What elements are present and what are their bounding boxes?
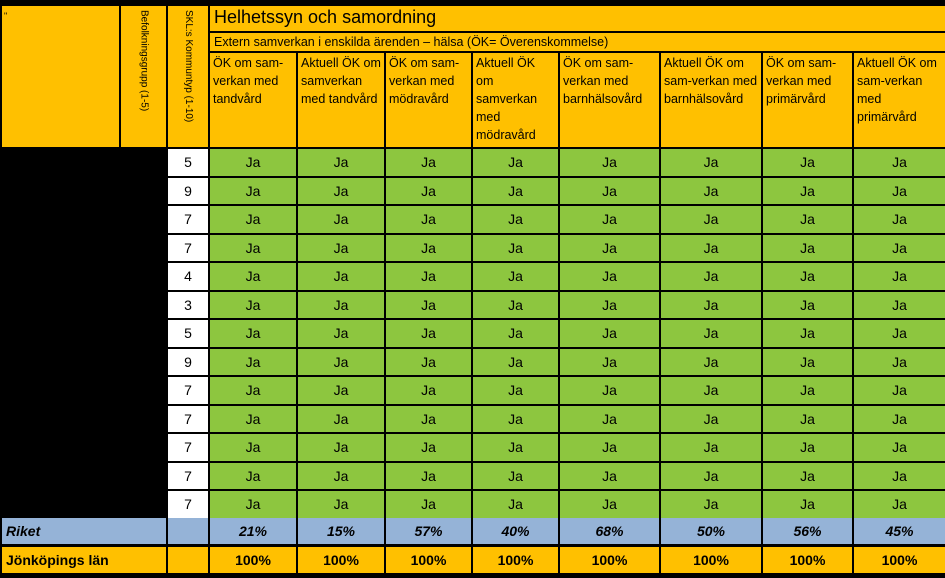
answer-cell [560, 292, 659, 319]
answer-cell [386, 320, 471, 347]
answer-cell [473, 206, 558, 233]
answer-cell-text: Ja [602, 296, 617, 313]
summary-value-cell [210, 547, 296, 573]
kommuntyp-cell-text: 7 [184, 467, 192, 484]
answer-cell-text: Ja [800, 467, 815, 484]
column-header [854, 53, 945, 147]
answer-cell [298, 377, 384, 404]
answer-cell-text: Ja [892, 410, 907, 427]
summary-value-cell [661, 547, 761, 573]
answer-cell-text: Ja [421, 268, 436, 285]
answer-cell-text: Ja [508, 239, 523, 256]
answer-cell [386, 178, 471, 205]
answer-cell [560, 377, 659, 404]
answer-cell-text: Ja [602, 410, 617, 427]
column-header [560, 53, 659, 147]
answer-cell [210, 406, 296, 433]
answer-cell-text: Ja [602, 467, 617, 484]
answer-cell-text: Ja [333, 382, 349, 399]
answer-cell-text: Ja [800, 496, 815, 513]
summary-value-cell [386, 547, 471, 573]
answer-cell [298, 292, 384, 319]
answer-cell-text: Ja [602, 325, 617, 342]
answer-cell [473, 406, 558, 433]
answer-cell [473, 377, 558, 404]
answer-cell-text: Ja [703, 410, 719, 427]
answer-cell-text: Ja [421, 410, 436, 427]
answer-cell-text: Ja [245, 239, 261, 256]
answer-cell-text: Ja [703, 325, 719, 342]
summary-value-cell-text: 40% [501, 523, 530, 539]
answer-cell [298, 463, 384, 490]
answer-cell [854, 491, 945, 518]
summary-label-text: Jönköpings län [6, 552, 109, 568]
summary-value-cell-text: 50% [696, 523, 726, 539]
answer-cell [210, 377, 296, 404]
column-header [473, 53, 558, 147]
answer-cell [560, 149, 659, 176]
answer-cell [298, 206, 384, 233]
answer-cell [560, 178, 659, 205]
answer-cell-text: Ja [602, 382, 617, 399]
summary-value-cell-text: 21% [238, 523, 268, 539]
answer-cell [854, 149, 945, 176]
summary-value-cell [210, 518, 296, 544]
befolkningsgrupp-label: Befolkningsgrupp (1-5) [138, 10, 150, 112]
answer-cell [854, 235, 945, 262]
kommuntyp-header [168, 6, 208, 147]
answer-cell [763, 178, 852, 205]
answer-cell [854, 263, 945, 290]
answer-cell-text: Ja [602, 268, 617, 285]
summary-value-cell [854, 547, 945, 573]
answer-cell [386, 377, 471, 404]
kommuntyp-cell [168, 263, 208, 290]
kommuntyp-cell [168, 292, 208, 319]
answer-cell [210, 263, 296, 290]
answer-cell [560, 434, 659, 461]
answer-cell-text: Ja [703, 154, 719, 171]
answer-cell [560, 349, 659, 376]
answer-cell-text: Ja [602, 439, 617, 456]
answer-cell [854, 349, 945, 376]
answer-cell-text: Ja [421, 154, 436, 171]
answer-cell [763, 491, 852, 518]
summary-value-cell-text: 100% [693, 552, 729, 568]
answer-cell-text: Ja [245, 268, 261, 285]
answer-cell-text: Ja [892, 239, 907, 256]
summary-label-text: Riket [6, 523, 41, 539]
answer-cell [210, 149, 296, 176]
answer-cell-text: Ja [421, 353, 436, 370]
answer-cell-text: Ja [245, 154, 261, 171]
summary-value-cell-text: 100% [591, 552, 628, 568]
answer-cell-text: Ja [333, 239, 349, 256]
answer-cell [298, 434, 384, 461]
answer-cell [854, 320, 945, 347]
summary-value-cell [473, 547, 558, 573]
answer-cell [661, 491, 761, 518]
summary-value-cell-text: 45% [885, 523, 914, 539]
answer-cell-text: Ja [703, 382, 719, 399]
summary-value-cell [560, 547, 659, 573]
column-header-text: ÖK om sam-verkan med barnhälsovård [563, 56, 643, 106]
kommuntyp-cell-text: 7 [184, 496, 192, 513]
summary-value-cell-text: 100% [235, 552, 271, 568]
summary-value-cell [763, 547, 852, 573]
answer-cell-text: Ja [892, 154, 907, 171]
answer-cell-text: Ja [508, 439, 523, 456]
answer-cell-text: Ja [800, 410, 815, 427]
answer-cell-text: Ja [508, 410, 523, 427]
answer-cell-text: Ja [508, 268, 523, 285]
answer-cell-text: Ja [421, 182, 436, 199]
kommuntyp-cell-text: 9 [184, 353, 192, 370]
answer-cell [473, 178, 558, 205]
answer-cell-text: Ja [703, 182, 719, 199]
answer-cell [763, 434, 852, 461]
answer-cell-text: Ja [800, 353, 815, 370]
answer-cell [473, 235, 558, 262]
kommuntyp-cell-text: 7 [184, 211, 192, 228]
answer-cell-text: Ja [800, 154, 815, 171]
answer-cell [386, 206, 471, 233]
answer-cell-text: Ja [800, 182, 815, 199]
answer-cell-text: Ja [703, 211, 719, 228]
section-title-text: Helhetssyn och samordning [214, 7, 437, 27]
answer-cell-text: Ja [245, 382, 261, 399]
column-header-text: ÖK om sam-verkan med primärvård [766, 56, 837, 106]
answer-cell-text: Ja [800, 239, 815, 256]
answer-cell-text: Ja [508, 296, 523, 313]
answer-cell-text: Ja [602, 496, 617, 513]
answer-cell-text: Ja [703, 239, 719, 256]
kommuntyp-cell [168, 406, 208, 433]
answer-cell [560, 491, 659, 518]
summary-empty-cell [168, 518, 208, 544]
answer-cell-text: Ja [800, 439, 815, 456]
answer-cell [210, 235, 296, 262]
answer-cell [661, 263, 761, 290]
answer-cell-text: Ja [508, 211, 523, 228]
answer-cell [661, 406, 761, 433]
answer-cell [473, 349, 558, 376]
answer-cell [298, 491, 384, 518]
answer-cell [298, 178, 384, 205]
summary-value-cell-text: 15% [326, 523, 356, 539]
answer-cell-text: Ja [421, 325, 436, 342]
answer-cell [560, 463, 659, 490]
summary-value-cell-text: 100% [497, 552, 534, 568]
answer-cell [210, 206, 296, 233]
answer-cell [763, 320, 852, 347]
summary-value-cell [854, 518, 945, 544]
answer-cell [473, 434, 558, 461]
answer-cell-text: Ja [333, 182, 349, 199]
answer-cell-text: Ja [703, 353, 719, 370]
answer-cell-text: Ja [602, 182, 617, 199]
answer-cell [386, 463, 471, 490]
answer-cell-text: Ja [892, 439, 907, 456]
answer-cell-text: Ja [245, 325, 261, 342]
answer-cell-text: Ja [421, 496, 436, 513]
answer-cell [763, 406, 852, 433]
answer-cell [473, 463, 558, 490]
answer-cell [763, 349, 852, 376]
answer-cell-text: Ja [800, 268, 815, 285]
summary-value-cell-text: 100% [410, 552, 447, 568]
summary-value-cell [560, 518, 659, 544]
answer-cell [661, 292, 761, 319]
answer-cell [210, 292, 296, 319]
answer-cell-text: Ja [703, 439, 719, 456]
answer-cell-text: Ja [508, 182, 523, 199]
answer-cell-text: Ja [245, 296, 261, 313]
answer-cell-text: Ja [245, 410, 261, 427]
answer-cell-text: Ja [703, 467, 719, 484]
kommuntyp-cell [168, 235, 208, 262]
answer-cell-text: Ja [703, 268, 719, 285]
answer-cell-text: Ja [421, 296, 436, 313]
answer-cell [560, 406, 659, 433]
answer-cell-text: Ja [421, 211, 436, 228]
column-header-text: Aktuell ÖK om sam-verkan med primärvård [857, 56, 937, 124]
answer-cell [210, 434, 296, 461]
answer-cell [661, 206, 761, 233]
answer-cell [473, 292, 558, 319]
answer-cell [210, 349, 296, 376]
answer-cell [661, 434, 761, 461]
column-header [661, 53, 761, 147]
answer-cell [763, 463, 852, 490]
summary-label [2, 547, 166, 573]
section-title [210, 6, 945, 31]
answer-cell-text: Ja [333, 296, 349, 313]
answer-cell [473, 149, 558, 176]
answer-cell [661, 463, 761, 490]
answer-cell [386, 149, 471, 176]
answer-cell [386, 263, 471, 290]
answer-cell [560, 263, 659, 290]
kommuntyp-cell [168, 491, 208, 518]
answer-cell-text: Ja [703, 296, 719, 313]
answer-cell-text: Ja [421, 382, 436, 399]
answer-cell-text: Ja [508, 325, 523, 342]
kommuntyp-cell [168, 178, 208, 205]
answer-cell [854, 463, 945, 490]
answer-cell-text: Ja [245, 182, 261, 199]
summary-value-cell [298, 518, 384, 544]
answer-cell-text: Ja [421, 439, 436, 456]
summary-value-cell [386, 518, 471, 544]
answer-cell-text: Ja [892, 182, 907, 199]
section-subtitle [210, 33, 945, 51]
answer-cell [661, 178, 761, 205]
kommuntyp-cell-text: 7 [184, 439, 192, 456]
answer-cell-text: Ja [892, 382, 907, 399]
column-header-text: ÖK om sam-verkan med mödravård [389, 56, 460, 106]
summary-value-cell-text: 100% [789, 552, 826, 568]
summary-value-cell [473, 518, 558, 544]
answer-cell [210, 178, 296, 205]
answer-cell [210, 491, 296, 518]
answer-cell-text: Ja [508, 496, 523, 513]
answer-cell [560, 320, 659, 347]
answer-cell-text: Ja [333, 467, 349, 484]
answer-cell [661, 149, 761, 176]
summary-value-cell-text: 100% [881, 552, 918, 568]
answer-cell [210, 320, 296, 347]
corner-cell [2, 6, 119, 147]
kommuntyp-cell-text: 7 [184, 382, 192, 399]
answer-cell-text: Ja [508, 467, 523, 484]
answer-cell-text: Ja [508, 353, 523, 370]
answer-cell-text: Ja [333, 325, 349, 342]
answer-cell-text: Ja [602, 211, 617, 228]
answer-cell-text: Ja [333, 439, 349, 456]
summary-label [2, 518, 166, 544]
answer-cell [763, 292, 852, 319]
column-header [210, 53, 296, 147]
answer-cell [763, 235, 852, 262]
column-header-text: Aktuell ÖK om samverkan med mödravård [476, 56, 538, 142]
answer-cell-text: Ja [892, 353, 907, 370]
answer-cell-text: Ja [245, 496, 261, 513]
kommuntyp-cell-text: 5 [184, 325, 192, 342]
answer-cell-text: Ja [245, 211, 261, 228]
kommuntyp-cell-text: 3 [184, 296, 192, 313]
answer-cell [386, 235, 471, 262]
answer-cell [854, 406, 945, 433]
answer-cell-text: Ja [333, 211, 349, 228]
answer-cell [298, 263, 384, 290]
answer-cell-text: Ja [333, 496, 349, 513]
answer-cell-text: Ja [892, 467, 907, 484]
kommuntyp-cell [168, 149, 208, 176]
summary-value-cell [298, 547, 384, 573]
answer-cell-text: Ja [602, 239, 617, 256]
column-header-text: Aktuell ÖK om sam-verkan med barnhälsovård [664, 56, 758, 106]
kommuntyp-cell [168, 206, 208, 233]
column-header-text: Aktuell ÖK om samverkan med tandvård [301, 56, 381, 106]
answer-cell [473, 263, 558, 290]
summary-value-cell [763, 518, 852, 544]
answer-cell [763, 149, 852, 176]
answer-cell [386, 406, 471, 433]
answer-cell [763, 263, 852, 290]
answer-cell [473, 491, 558, 518]
answer-cell-text: Ja [703, 496, 719, 513]
answer-cell [210, 463, 296, 490]
answer-cell-text: Ja [333, 410, 349, 427]
answer-cell-text: Ja [245, 439, 261, 456]
answer-cell-text: Ja [892, 211, 907, 228]
answer-cell [763, 377, 852, 404]
answer-cell [298, 149, 384, 176]
municipality-name-column [2, 149, 166, 516]
answer-cell [298, 235, 384, 262]
answer-cell-text: Ja [800, 296, 815, 313]
answer-cell-text: Ja [508, 154, 523, 171]
answer-cell [763, 206, 852, 233]
answer-cell-text: Ja [508, 382, 523, 399]
summary-value-cell-text: 100% [323, 552, 359, 568]
answer-cell-text: Ja [421, 467, 436, 484]
kommuntyp-cell-text: 9 [184, 182, 192, 199]
answer-cell-text: Ja [421, 239, 436, 256]
kommuntyp-cell [168, 320, 208, 347]
answer-cell-text: Ja [602, 353, 617, 370]
kommuntyp-cell-text: 5 [184, 154, 192, 171]
answer-cell [386, 292, 471, 319]
answer-cell [386, 491, 471, 518]
answer-cell [854, 292, 945, 319]
column-header [298, 53, 384, 147]
answer-cell [854, 178, 945, 205]
answer-cell-text: Ja [333, 268, 349, 285]
kommuntyp-cell-text: 4 [184, 268, 192, 285]
answer-cell-text: Ja [333, 154, 349, 171]
corner-mark: " [4, 11, 8, 21]
answer-cell [298, 349, 384, 376]
answer-cell [298, 320, 384, 347]
answer-cell-text: Ja [800, 211, 815, 228]
answer-cell [560, 206, 659, 233]
kommuntyp-cell-text: 7 [184, 239, 192, 256]
answer-cell-text: Ja [602, 154, 617, 171]
answer-cell-text: Ja [245, 467, 261, 484]
answer-cell [854, 434, 945, 461]
summary-value-cell [661, 518, 761, 544]
answer-cell [854, 377, 945, 404]
column-header [763, 53, 852, 147]
answer-cell-text: Ja [892, 496, 907, 513]
column-header-text: ÖK om sam-verkan med tandvård [213, 56, 284, 106]
answer-cell [560, 235, 659, 262]
answer-cell-text: Ja [800, 325, 815, 342]
column-header [386, 53, 471, 147]
answer-cell [473, 320, 558, 347]
kommuntyp-cell-text: 7 [184, 410, 192, 427]
answer-cell-text: Ja [892, 268, 907, 285]
answer-cell-text: Ja [333, 353, 349, 370]
answer-cell-text: Ja [892, 325, 907, 342]
summary-value-cell-text: 57% [414, 523, 443, 539]
section-subtitle-text: Extern samverkan i enskilda ärenden – hälsa (ÖK= Överenskommelse) [214, 35, 609, 49]
summary-empty-cell [168, 547, 208, 573]
answer-cell-text: Ja [245, 353, 261, 370]
answer-cell-text: Ja [892, 296, 907, 313]
answer-cell [661, 377, 761, 404]
kommuntyp-label: SKL:s Kommuntyp (1-10) [183, 10, 194, 123]
answer-cell [661, 320, 761, 347]
kommuntyp-cell [168, 463, 208, 490]
answer-cell-text: Ja [800, 382, 815, 399]
answer-cell [386, 349, 471, 376]
answer-cell [386, 434, 471, 461]
answer-cell [661, 349, 761, 376]
kommuntyp-cell [168, 377, 208, 404]
summary-value-cell-text: 68% [595, 523, 624, 539]
summary-value-cell-text: 56% [793, 523, 822, 539]
befolkningsgrupp-header [121, 6, 166, 147]
answer-cell [661, 235, 761, 262]
kommuntyp-cell [168, 349, 208, 376]
answer-cell [298, 406, 384, 433]
kommuntyp-cell [168, 434, 208, 461]
answer-cell [854, 206, 945, 233]
